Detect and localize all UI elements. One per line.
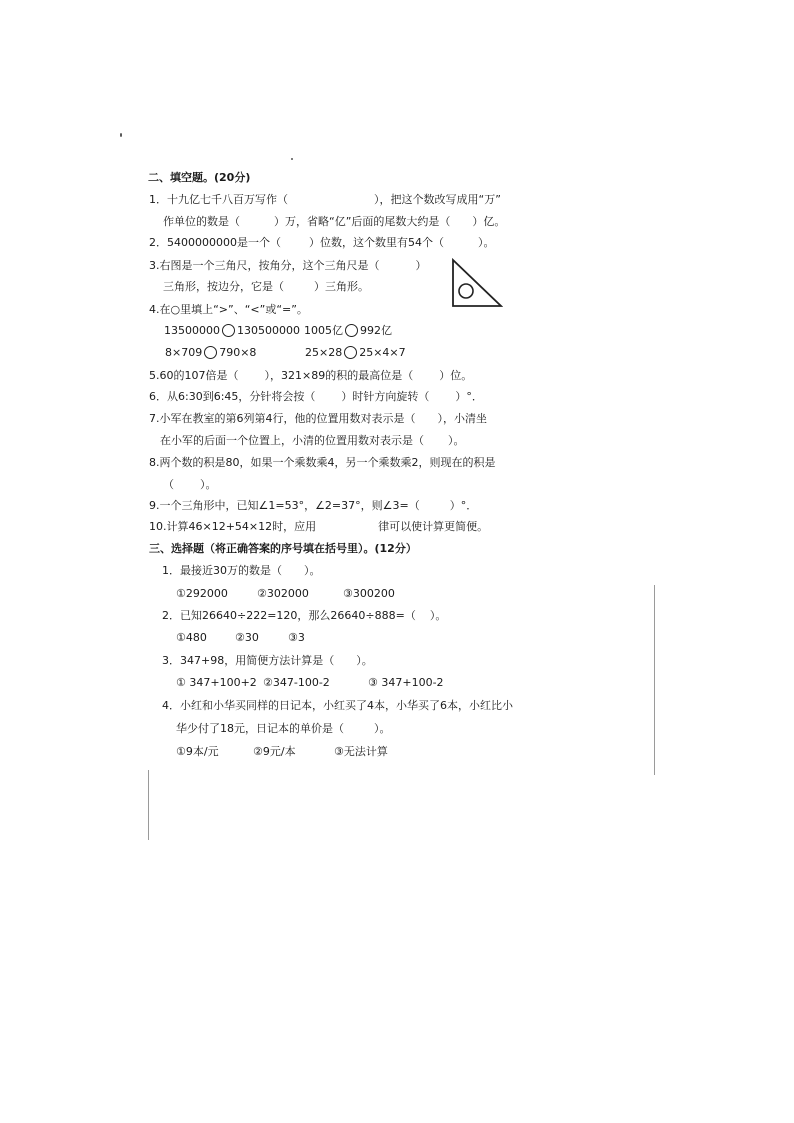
s3q2-text-b: ）。 <box>429 609 447 622</box>
question-2-1 <box>149 193 501 207</box>
s3q4-text-b: 华少付了18元，日记本的单价是（ <box>176 722 344 735</box>
compare-a-right: 130500000 <box>237 324 300 337</box>
s3q4-option-2[interactable]: ②9元/本 <box>253 745 296 758</box>
q2-text-a: 2．5400000000是一个（ <box>149 236 281 249</box>
s3q2-option-1[interactable]: ①480 <box>176 631 207 644</box>
compare-c-left: 8×709 <box>165 346 203 359</box>
s3q2-option-2[interactable]: ②30 <box>235 631 259 644</box>
s3q1-option-1[interactable]: ①292000 <box>176 587 228 600</box>
q7-text-c: 在小军的后面一个位置上，小清的位置用数对表示是（ <box>160 434 424 447</box>
s3q3-option-1[interactable]: ① 347+100+2 <box>176 676 257 689</box>
section-2-title: 二、填空题。(20分) <box>148 171 251 184</box>
triangle-hole <box>459 284 473 298</box>
section-3-title: 三、选择题（将正确答案的序号填在括号里）。(12分） <box>149 542 417 555</box>
q2-text-c: ）。 <box>477 236 495 249</box>
compare-row-1b <box>304 324 392 338</box>
compare-d-left: 25×28 <box>305 346 343 359</box>
scan-edge <box>148 770 149 840</box>
question-3-3 <box>162 654 373 668</box>
s3q2-option-3[interactable]: ③3 <box>288 631 305 644</box>
question-2-8: 8.两个数的积是80，如果一个乘数乘4，另一个乘数乘2，则现在的积是 <box>149 456 496 469</box>
question-2-8-cont <box>163 478 217 492</box>
q10-text-a: 10.计算46×12+54×12时，应用 <box>149 520 317 533</box>
q8-text-c: ）。 <box>200 478 217 491</box>
compare-a-left: 13500000 <box>164 324 220 337</box>
compare-b-left: 1005亿 <box>304 324 343 337</box>
q3-text-a: 3.右图是一个三角尺，按角分，这个三角尺是（ <box>149 259 380 272</box>
compare-d-right: 25×4×7 <box>359 346 406 359</box>
compare-c-right: 790×8 <box>219 346 257 359</box>
scan-speck <box>120 133 122 137</box>
s3q1-option-3[interactable]: ③300200 <box>343 587 395 600</box>
compare-circle[interactable] <box>345 324 358 337</box>
q9-text-a: 9.一个三角形中，已知∠1=53°，∠2=37°，则∠3=（ <box>149 499 420 512</box>
question-2-3 <box>149 259 427 273</box>
q1-text-c: 作单位的数是（ <box>163 215 240 228</box>
question-3-4: 4．小红和小华买同样的日记本，小红买了4本，小华买了6本，小红比小 <box>162 699 513 712</box>
s3q1-text-a: 1．最接近30万的数是（ <box>162 564 282 577</box>
triangle-shape <box>453 260 501 306</box>
q3-text-d: ）三角形。 <box>314 280 369 293</box>
s3q4-option-3[interactable]: ③无法计算 <box>334 745 388 758</box>
q1-text-e: ）亿。 <box>472 215 506 228</box>
s3q4-option-1[interactable]: ①9本/元 <box>176 745 219 758</box>
scan-speck <box>291 158 293 160</box>
question-2-4: 4.在○里填上“>”、“<”或“=”。 <box>149 303 308 316</box>
question-2-9 <box>149 499 477 513</box>
q3-text-b: ） <box>415 259 427 272</box>
compare-row-1 <box>164 324 300 338</box>
compare-row-2 <box>165 346 256 360</box>
question-2-5 <box>149 369 472 383</box>
q6-text-b: ）时针方向旋转（ <box>341 390 430 403</box>
s3q2-text-a: 2．已知26640÷222=120，那么26640÷888=（ <box>162 609 416 622</box>
question-2-10 <box>149 520 488 534</box>
q5-text-c: ）位。 <box>439 369 473 382</box>
compare-row-2b <box>305 346 406 360</box>
q6-text-c: ）°． <box>455 390 483 403</box>
question-2-7 <box>149 412 487 426</box>
compare-b-right: 992亿 <box>360 324 392 337</box>
s3q1-text-b: ）。 <box>304 564 321 577</box>
s3q3-option-2[interactable]: ②347-100-2 <box>263 676 330 689</box>
s3q3-text-a: 3．347+98，用简便方法计算是（ <box>162 654 335 667</box>
question-2-1-cont <box>163 215 505 229</box>
q5-text-b: ），321×89的积的最高位是（ <box>264 369 414 382</box>
q10-text-b: 律可以使计算更简便。 <box>378 520 489 533</box>
q7-text-d: ）。 <box>448 434 465 447</box>
q1-text-a: 1．十九亿七千八百万写作（ <box>149 193 288 206</box>
q9-text-b: ）°． <box>449 499 478 512</box>
q1-text-d: ）万，省略“亿”后面的尾数大约是（ <box>274 215 451 228</box>
q7-text-b: ），小清坐 <box>437 412 487 425</box>
question-2-7-cont <box>160 434 465 448</box>
question-3-4-cont <box>176 722 391 736</box>
compare-circle[interactable] <box>344 346 357 359</box>
compare-circle[interactable] <box>204 346 217 359</box>
q3-text-c: 三角形，按边分，它是（ <box>163 280 284 293</box>
q2-text-b: ）位数，这个数里有54个（ <box>308 236 444 249</box>
question-2-2 <box>149 236 494 250</box>
q8-text-b: （ <box>163 478 174 491</box>
s3q1-option-2[interactable]: ②302000 <box>257 587 309 600</box>
q1-text-b: ），把这个数改写成用“万” <box>374 193 501 206</box>
q6-text-a: 6．从6:30到6:45，分针将会按（ <box>149 390 316 403</box>
compare-circle[interactable] <box>222 324 235 337</box>
q5-text-a: 5.60的107倍是（ <box>149 369 239 382</box>
scan-edge <box>654 585 655 775</box>
s3q3-option-3[interactable]: ③ 347+100-2 <box>368 676 444 689</box>
set-square-figure <box>451 258 503 310</box>
q7-text-a: 7.小军在教室的第6列第4行，他的位置用数对表示是（ <box>149 412 416 425</box>
s3q4-text-c: ）。 <box>374 722 391 735</box>
question-3-2 <box>162 609 446 623</box>
question-2-6 <box>149 390 483 404</box>
s3q3-text-b: ）。 <box>356 654 373 667</box>
question-3-1 <box>162 564 321 578</box>
question-2-3-cont <box>163 280 369 294</box>
